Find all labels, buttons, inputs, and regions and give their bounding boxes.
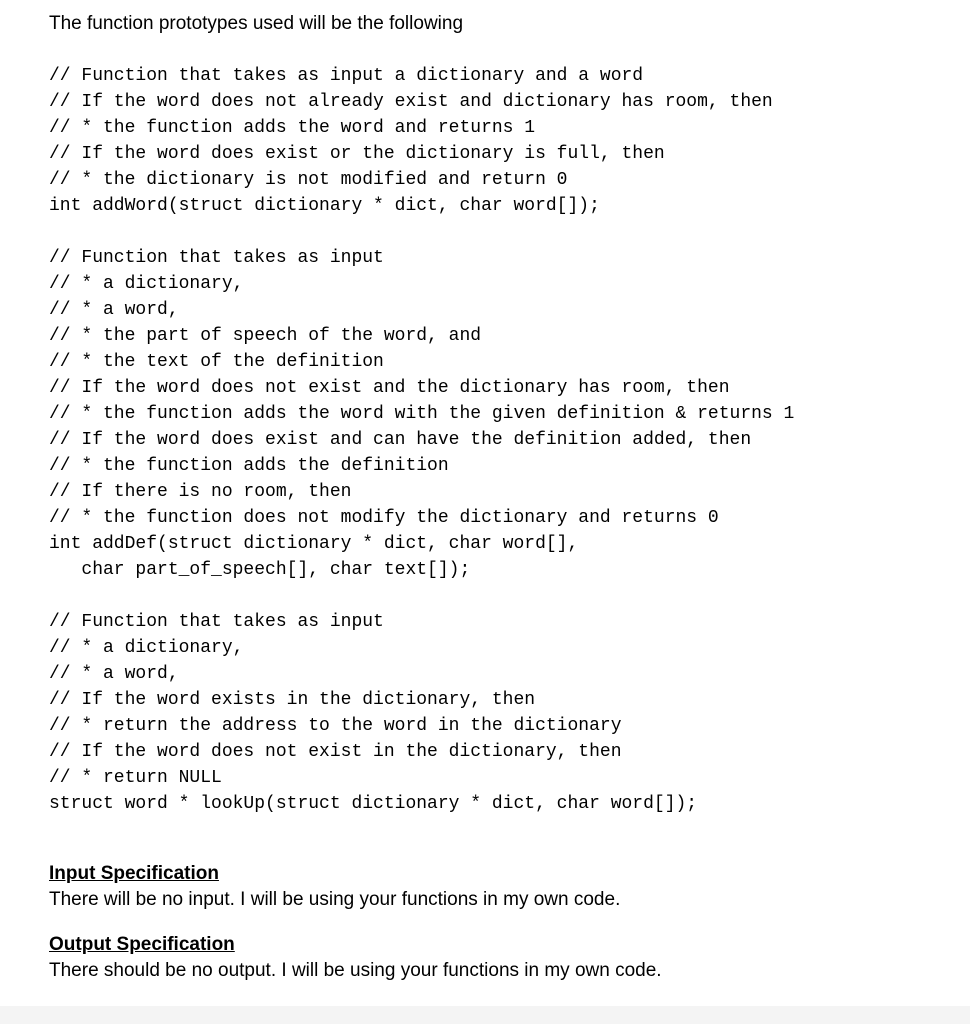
code-line: // * a dictionary,: [49, 274, 244, 294]
code-line: // * return the address to the word in the dictionary: [49, 716, 622, 736]
code-line: // * a dictionary,: [49, 638, 244, 658]
output-spec-text: There should be no output. I will be using your functions in my own code.: [49, 960, 662, 981]
code-line: // * the function adds the word with the given definition & returns 1: [49, 404, 795, 424]
code-line: // If the word does not already exist and dictionary has room, then: [49, 92, 773, 112]
code-block-lookup: [49, 609, 697, 817]
input-spec-title: Input Specification: [49, 863, 219, 884]
code-line: // * the function adds the definition: [49, 456, 449, 476]
output-spec-title: Output Specification: [49, 934, 235, 955]
code-line: // * the dictionary is not modified and return 0: [49, 170, 568, 190]
code-line: // If the word does exist or the dictionary is full, then: [49, 144, 665, 164]
code-line-prototype: struct word * lookUp(struct dictionary * dict, char word[]);: [49, 794, 698, 814]
code-block-addword: [49, 63, 773, 219]
code-line-prototype-continuation: char part_of_speech[], char text[]);: [49, 560, 471, 580]
code-block-adddef: [49, 245, 794, 583]
code-line: // If the word does not exist and the dictionary has room, then: [49, 378, 730, 398]
code-line: // If the word does exist and can have the definition added, then: [49, 430, 752, 450]
code-line: // Function that takes as input: [49, 612, 384, 632]
code-line: // * the text of the definition: [49, 352, 384, 372]
code-line: // * the part of speech of the word, and: [49, 326, 482, 346]
code-line-prototype: int addWord(struct dictionary * dict, char word[]);: [49, 196, 600, 216]
input-spec-text: There will be no input. I will be using your functions in my own code.: [49, 889, 621, 910]
page-bottom-band: [0, 1006, 970, 1024]
code-line: // * return NULL: [49, 768, 222, 788]
code-line: // If there is no room, then: [49, 482, 352, 502]
code-line: // If the word does not exist in the dictionary, then: [49, 742, 622, 762]
code-line: // Function that takes as input a dictionary and a word: [49, 66, 644, 86]
code-line: // If the word exists in the dictionary, then: [49, 690, 536, 710]
code-line: // * a word,: [49, 664, 179, 684]
code-line: // * a word,: [49, 300, 179, 320]
code-line-prototype: int addDef(struct dictionary * dict, char word[],: [49, 534, 579, 554]
code-line: // * the function adds the word and returns 1: [49, 118, 536, 138]
page-heading: The function prototypes used will be the following: [49, 13, 464, 34]
code-line: // * the function does not modify the dictionary and returns 0: [49, 508, 719, 528]
code-line: // Function that takes as input: [49, 248, 384, 268]
